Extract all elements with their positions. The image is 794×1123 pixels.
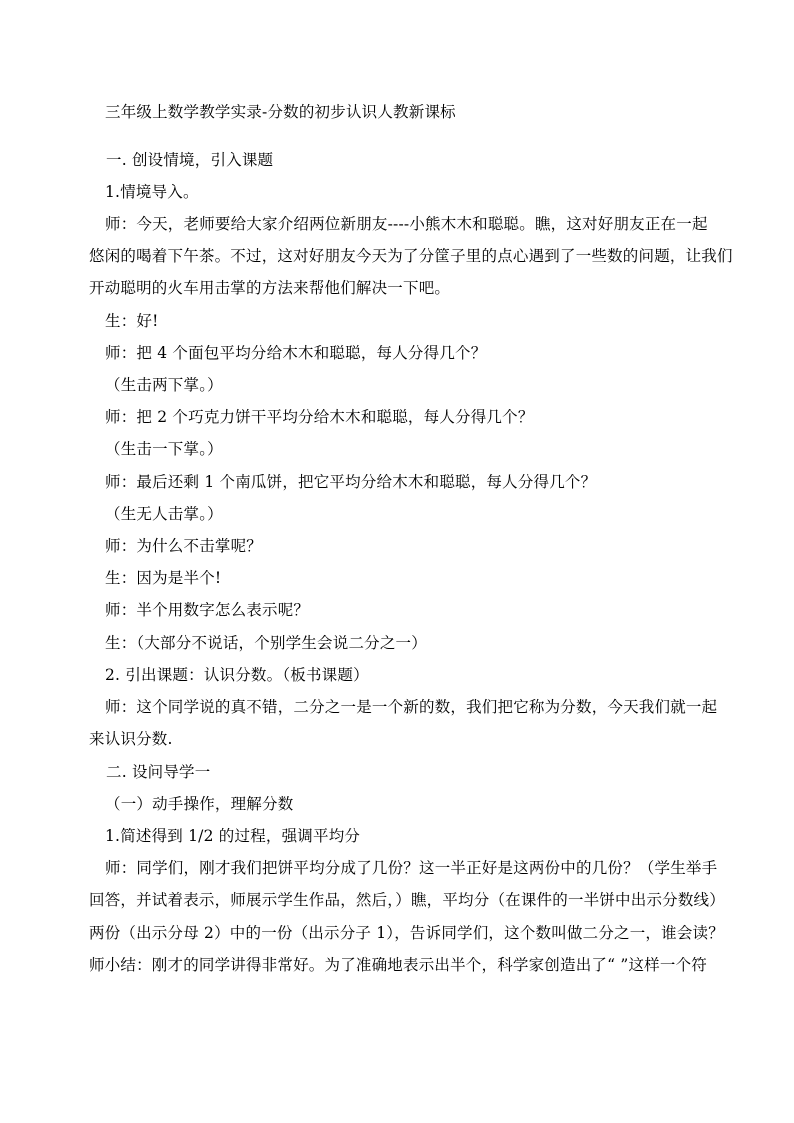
paragraph-3-line-1: 师：同学们，刚才我们把饼平均分成了几份？这一半正好是这两份中的几份？（学生举手	[105, 859, 718, 877]
dialogue-line-6: 师：最后还剩 1 个南瓜饼，把它平均分给木木和聪聪，每人分得几个？	[105, 473, 597, 491]
subsection-heading-1-1: 1.情境导入。	[105, 183, 199, 201]
dialogue-line-10: 师：半个用数字怎么表示呢？	[105, 601, 310, 619]
dialogue-line-4: 师：把 2 个巧克力饼干平均分给木木和聪聪，每人分得几个？	[105, 408, 534, 426]
dialogue-line-11: 生：（大部分不说话，个别学生会说二分之一）	[105, 634, 427, 652]
dialogue-line-5: （生击一下掌。）	[105, 440, 223, 458]
dialogue-line-9: 生：因为是半个!	[105, 569, 222, 587]
paragraph-3-line-3: 两份（出示分母 2）中的一份（出示分子 1），告诉同学们，这个数叫做二分之一，谁会读？	[89, 924, 724, 942]
subsection-heading-2-1: （一）动手操作，理解分数	[105, 795, 294, 813]
paragraph-1-line-1: 师：今天，老师要给大家介绍两位新朋友----小熊木木和聪聪。瞧，这对好朋友正在一起	[105, 215, 708, 233]
dialogue-line-2: 师：把 4 个面包平均分给木木和聪聪，每人分得几个？	[105, 344, 487, 362]
section-heading-1: 一. 创设情境，引入课题	[106, 151, 274, 169]
document-title: 三年级上数学教学实录-分数的初步认识人教新课标	[105, 103, 456, 121]
subsection-heading-2-1-1: 1.简述得到 1/2 的过程，强调平均分	[105, 827, 361, 845]
dialogue-line-1: 生：好!	[105, 312, 159, 330]
paragraph-1-line-3: 开动聪明的火车用击掌的方法来帮他们解决一下吧。	[89, 279, 451, 297]
dialogue-line-7: （生无人击掌。）	[105, 505, 223, 523]
dialogue-line-3: （生击两下掌。）	[105, 376, 223, 394]
paragraph-2-line-1: 师：这个同学说的真不错，二分之一是一个新的数，我们把它称为分数，今天我们就一起	[105, 698, 718, 716]
paragraph-3-line-2: 回答，并试着表示，师展示学生作品，然后，）瞧，平均分（在课件的一半饼中出示分数线）	[89, 891, 725, 909]
subsection-heading-1-2: 2. 引出课题：认识分数。（板书课题）	[105, 666, 369, 684]
paragraph-3-line-4: 师小结：刚才的同学讲得非常好。为了准确地表示出半个，科学家创造出了“ ”这样一个符	[89, 956, 707, 974]
dialogue-line-8: 师：为什么不击掌呢？	[105, 537, 263, 555]
paragraph-1-line-2: 悠闲的喝着下午茶。不过，这对好朋友今天为了分筐子里的点心遇到了一些数的问题，让我们	[89, 247, 733, 265]
section-heading-2: 二. 设问导学一	[106, 763, 211, 781]
paragraph-2-line-2: 来认识分数.	[89, 730, 173, 748]
